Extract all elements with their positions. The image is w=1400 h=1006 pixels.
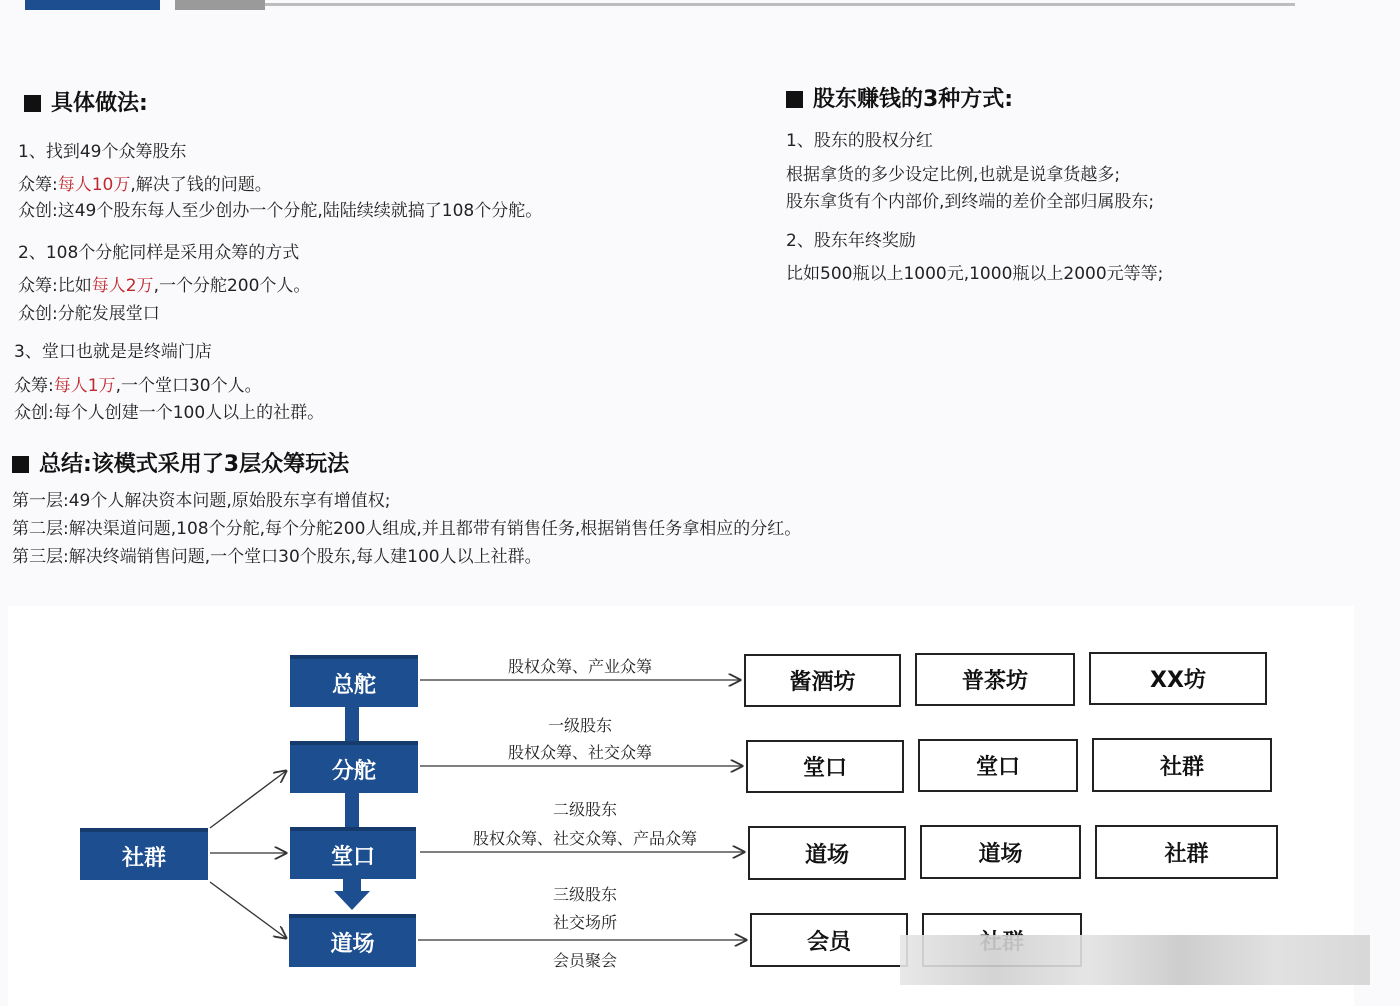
target-box: 道场 xyxy=(920,825,1081,879)
node-daochang: 道场 xyxy=(289,914,416,967)
summary-line: 第二层:解决渠道问题,108个分舵,每个分舵200人组成,并且都带有销售任务,根据销售任务拿相应的分红。 xyxy=(12,519,802,539)
row1-label: 股权众筹、产业众筹 xyxy=(507,657,652,676)
node-tangkou: 堂口 xyxy=(290,827,416,879)
spine-segment xyxy=(345,791,359,827)
highlight-amount: 每人2万 xyxy=(91,276,154,296)
row3-label: 二级股东 xyxy=(552,800,617,819)
line-text: 2、108个分舵同样是采用众筹的方式 xyxy=(18,243,300,263)
arrow-shequn-daochang xyxy=(210,882,286,938)
row4-label: 社交场所 xyxy=(552,913,617,932)
node-shequn: 社群 xyxy=(80,828,208,880)
line-text: 1、找到49个众筹股东 xyxy=(18,142,187,162)
right-line: 根据拿货的多少设定比例,也就是说拿货越多; xyxy=(786,165,1121,185)
arrow-shequn-fenduo xyxy=(210,771,286,828)
target-box: 堂口 xyxy=(746,740,904,793)
left-section-title: 具体做法: xyxy=(24,86,148,117)
right-line: 比如500瓶以上1000元,1000瓶以上2000元等等; xyxy=(786,264,1164,284)
target-box: 道场 xyxy=(748,826,906,880)
target-box: 社群 xyxy=(1092,738,1272,792)
right-line: 1、股东的股权分红 xyxy=(786,131,933,151)
row4-label: 三级股东 xyxy=(552,885,617,904)
row2-label: 一级股东 xyxy=(547,716,612,735)
summary-title: 总结:该模式采用了3层众筹玩法 xyxy=(12,447,349,478)
target-box: 会员 xyxy=(750,913,908,967)
node-fenduo: 分舵 xyxy=(290,741,418,793)
down-arrow-icon xyxy=(334,891,370,910)
row4-label: 会员聚会 xyxy=(552,951,617,970)
line-text: 众创:分舵发展堂口 xyxy=(18,304,160,324)
row3-label: 股权众筹、社交众筹、产品众筹 xyxy=(472,829,697,848)
target-box: XX坊 xyxy=(1089,652,1267,705)
target-box: 普茶坊 xyxy=(915,653,1075,706)
highlight-amount: 每人1万 xyxy=(53,376,116,396)
node-zongduo: 总舵 xyxy=(290,655,418,707)
right-line: 2、股东年终奖励 xyxy=(786,231,916,251)
highlight-amount: 每人10万 xyxy=(57,175,131,195)
line-text: ,一个堂口30个人。 xyxy=(115,376,262,396)
summary-line: 第一层:49个人解决资本问题,原始股东享有增值权; xyxy=(12,491,391,511)
line-text: 众创:每个人创建一个100人以上的社群。 xyxy=(14,403,325,423)
target-box: 社群 xyxy=(1095,825,1278,879)
right-section-title: 股东赚钱的3种方式: xyxy=(786,82,1013,113)
line-text: ,解决了钱的问题。 xyxy=(130,175,272,195)
right-line: 股东拿货有个内部价,到终端的差价全部归属股东; xyxy=(786,192,1155,212)
spine-segment xyxy=(345,705,359,741)
target-box: 酱酒坊 xyxy=(744,654,901,707)
line-text: 3、堂口也就是是终端门店 xyxy=(14,342,212,362)
line-text: 众筹: xyxy=(14,376,54,396)
line-text: 众创:这49个股东每人至少创办一个分舵,陆陆续续就搞了108个分舵。 xyxy=(18,201,543,221)
watermark-blur xyxy=(900,935,1370,985)
line-text: ,一个分舵200个人。 xyxy=(153,276,311,296)
line-text: 众筹:比如 xyxy=(18,276,92,296)
summary-line: 第三层:解决终端销售问题,一个堂口30个股东,每人建100人以上社群。 xyxy=(12,547,542,567)
row2-label: 股权众筹、社交众筹 xyxy=(507,743,652,762)
line-text: 众筹: xyxy=(18,175,58,195)
spine-segment xyxy=(343,877,361,891)
target-box: 堂口 xyxy=(918,739,1078,792)
